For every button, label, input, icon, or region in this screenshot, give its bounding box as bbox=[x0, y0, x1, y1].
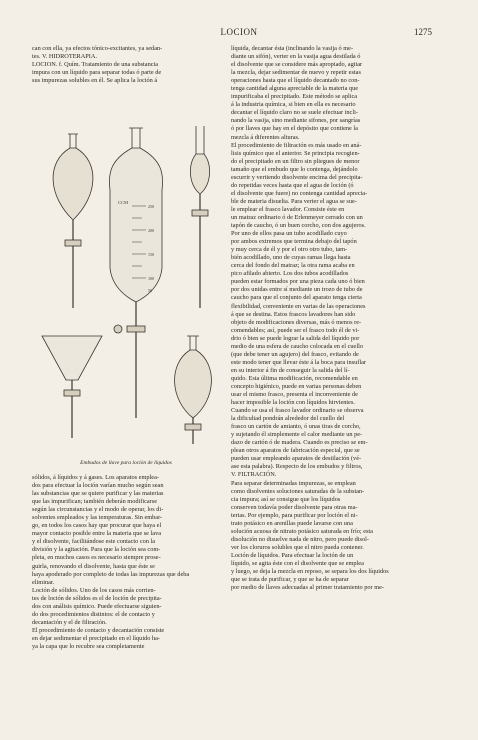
text-line: mayor contacto posible entre la materia que se lava bbox=[32, 530, 162, 538]
funnel-2-volume-label: CCM bbox=[118, 200, 129, 205]
text-line: quido. Esta última modificación, recomendable en bbox=[231, 374, 358, 382]
text-line: ya la capa que lo recubre sea completamente bbox=[32, 642, 145, 650]
text-line: diante un sifón), verter en la vasija agua destilada ó bbox=[231, 53, 361, 61]
text-line: decantación y el de filtración. bbox=[32, 618, 107, 626]
text-line: can con ella, ya efectos tónico-excitantes, ya sedan- bbox=[32, 45, 163, 52]
text-line: do el precipitado en un filtro sin pliegues de menor bbox=[231, 157, 360, 165]
text-line: nando la vasija, sino mediante sifones, por sangrías bbox=[231, 117, 361, 125]
text-line: ó por llaves que hay en el depósito que contiene la bbox=[231, 125, 358, 133]
text-line: y luego, se deja la mezcla en reposo, se separa los dos líquidos bbox=[231, 568, 389, 576]
text-line: el disolvente que fuere) no contenga cantidad aprecia- bbox=[231, 189, 368, 197]
funnel-2-tap-handle bbox=[114, 325, 122, 333]
text-line: haya apoderado por completo de todas las impurezas que deba bbox=[32, 570, 190, 578]
text-line: un matraz ordinario ó de Erlenmeyer cerrado con un bbox=[231, 213, 363, 221]
text-line: tamaño que el embudo que lo contenga, dejándolo bbox=[231, 165, 358, 173]
text-line: sólidos, á líquidos y á gases. Los aparatos emplea- bbox=[32, 474, 159, 481]
text-line: lisis químico que el anterior. Se principia recogien- bbox=[231, 149, 360, 157]
text-line: do dos procedimientos distintos: el de contacto y bbox=[32, 610, 155, 618]
text-line: según las circunstancias y el modo de operar, los di- bbox=[32, 506, 164, 514]
funnel-3-stopcock bbox=[192, 210, 208, 216]
text-line: drio ó bien se puede lograr la salida del líquido por bbox=[231, 334, 360, 342]
text-line: por ambos extremos que termina debajo del tapón bbox=[231, 238, 357, 246]
text-line: solución acuosa de nitrato potásico saturada en frío; esta bbox=[231, 527, 373, 535]
page-number: 1275 bbox=[414, 27, 432, 37]
left-column-top bbox=[32, 45, 220, 85]
text-line: dos para efectuar la loción varían mucho según sean bbox=[32, 482, 164, 490]
text-line: medio de una esfera de caucho colocada en el cuello bbox=[231, 342, 363, 350]
text-line: tenga cantidad alguna apreciable de la materia que bbox=[231, 85, 359, 93]
text-line: mezcla á diferentes alturas. bbox=[231, 133, 300, 141]
text-line: y el disolvente, facilitándose este contacto con la bbox=[32, 538, 156, 546]
text-line: operaciones hasta que el líquido decantado no con- bbox=[231, 77, 360, 85]
text-line: impurificaba el precipitado. Este método se aplica bbox=[231, 93, 358, 101]
text-line: dos con análisis químico. Puede efectuarse siguien- bbox=[32, 602, 162, 610]
right-column bbox=[231, 45, 445, 592]
text-line: conserven todavía poder disolvente para otras ma- bbox=[231, 503, 358, 511]
text-line: usar el mismo frasco, presenta el inconveniente de bbox=[231, 391, 358, 399]
text-line: ver los cloruros solubles que el nitro pueda contener. bbox=[231, 543, 364, 551]
text-line: pico afilado abierto. Los dos tubos acodillados bbox=[231, 270, 349, 278]
text-line: tes de loción de sólidos es el de loción de precipita- bbox=[32, 594, 162, 602]
funnel-5-body bbox=[175, 350, 212, 418]
text-line: líquida, decantar ésta (inclinando la vasija ó me- bbox=[231, 45, 354, 52]
text-line: Por uno de ellos pasa un tubo acodillado cuyo bbox=[231, 230, 347, 238]
figure-caption: Embudos de llave para loción de líquidos bbox=[80, 460, 172, 466]
scale-mark: 250 bbox=[148, 204, 154, 209]
text-line: como disolventes soluciones saturadas de la substan- bbox=[231, 487, 365, 495]
text-line: comendables; así, puede ser el frasco todo él de vi- bbox=[231, 326, 360, 334]
text-line: tes. V. HIDROTERAPIA. bbox=[32, 53, 98, 61]
text-line: V. FILTRACIÓN. bbox=[231, 471, 277, 479]
scale-mark: 100 bbox=[148, 276, 154, 281]
text-line: frasco un cartón de amianto, ó unas tiras de corcho, bbox=[231, 423, 361, 431]
text-line: objeto de modificaciones diversas, más ó menos re- bbox=[231, 318, 362, 326]
text-line: El procedimiento de contacto y decantación consiste bbox=[32, 626, 165, 634]
text-line: solventes empleados y las temperaturas. Sin embar- bbox=[32, 514, 163, 522]
scale-mark: 50 bbox=[148, 288, 152, 293]
text-line: este modo tener que llevar éste á la boca para insuflar bbox=[231, 358, 366, 366]
funnel-5-neck bbox=[187, 336, 199, 350]
text-line: ble de materia disuelta. Para verter el agua se sue- bbox=[231, 197, 357, 205]
text-line: pueden estar formados por una pieza cada uno ó bien bbox=[231, 278, 365, 286]
text-line: ase esta palabra). Respecto de los embudos y filtros, bbox=[231, 463, 363, 471]
text-line: decantar el líquido claro no se suele efectuar incli- bbox=[231, 109, 358, 117]
text-line: escurrir y vertiendo disolvente encima del precipita- bbox=[231, 173, 363, 181]
text-line: disolución no disuelve nada de nitro, pero puede disol- bbox=[231, 535, 369, 543]
text-line: en dejar sedimentar el precipitado en el líquido ha- bbox=[32, 634, 160, 642]
text-line: Cuando se usa el frasco lavador ordinario se observa bbox=[231, 407, 364, 415]
text-line: hacer imposible la loción con líquidos hirvientes. bbox=[231, 399, 355, 407]
text-line: concepto higiénico, puede en varias personas deben bbox=[231, 382, 362, 390]
text-line: guirla, renovando el disolvente, hasta que éste se bbox=[32, 562, 155, 570]
text-line: el disolvente que se considere más apropiado, agitar bbox=[231, 61, 363, 69]
text-line: flexibilidad, conveniente en varias de las operaciones bbox=[231, 302, 366, 310]
text-line: Para separar determinadas impurezas, se emplean bbox=[231, 479, 356, 487]
scale-mark: 200 bbox=[148, 228, 154, 233]
running-header bbox=[0, 27, 478, 39]
text-line: go, en todos los casos hay que procurar que haya el bbox=[32, 522, 162, 530]
text-line: Loción de sólidos. Uno de los casos más corrien- bbox=[32, 586, 156, 594]
funnel-4-stopcock bbox=[64, 390, 80, 396]
text-line: la mezcla, dejar sedimentar de nuevo y repetir estas bbox=[231, 69, 361, 77]
text-line: El procedimiento de filtración es más usado en aná- bbox=[231, 141, 362, 149]
funnel-2-body bbox=[109, 148, 162, 302]
funnel-1-stopcock bbox=[65, 240, 81, 246]
text-line: sus impurezas solubles en él. Se aplica la loción á bbox=[32, 77, 158, 85]
text-line: caucho para que el conjunto del aparato tenga cierta bbox=[231, 294, 362, 302]
text-line: y sujetando él simplemente el calor mediante un pe- bbox=[231, 431, 363, 439]
text-line: impura con un líquido para separar todas ó parte de bbox=[32, 69, 162, 77]
text-line: cerca del fondo del matraz; la otra rama acaba en bbox=[231, 262, 355, 270]
funnel-1-body bbox=[53, 148, 93, 220]
scale-mark: 150 bbox=[148, 252, 154, 257]
text-line: plean otros aparatos de fabricación especial, que se bbox=[231, 447, 360, 455]
text-line: á que se destina. Estos frascos lavadores han sido bbox=[231, 310, 356, 318]
text-line: y muy cerca de él y por el otro otro tubo, tam- bbox=[231, 246, 348, 254]
text-line: líquido, se agita éste con el disolvente que se emplea bbox=[231, 560, 364, 567]
text-line: que las impurifican; también deberán modificarse bbox=[32, 498, 158, 506]
text-line: la dificultad pondrán alrededor del cuello del bbox=[231, 415, 345, 423]
figure-separatory-funnels bbox=[32, 118, 220, 458]
text-line: tapón de caucho, ó un buen corcho, con dos agujeros. bbox=[231, 222, 366, 230]
text-line: bién acodillado, uno de cuyas ramas llega hasta bbox=[231, 254, 351, 262]
funnel-4-cone bbox=[42, 336, 102, 380]
funnel-5-stopcock bbox=[185, 424, 201, 430]
text-line: en su interior á fin de conseguir la salida del lí- bbox=[231, 366, 350, 374]
text-line: Loción de líquidos. Para efectuar la loción de un bbox=[231, 551, 354, 559]
text-line: dazo de cartón ó de madera. Cuando es preciso se em- bbox=[231, 439, 368, 447]
text-line: que se trata de purificar, y que se ha de separar bbox=[231, 576, 349, 584]
text-line: LOCION. f. Quím. Tratamiento de una substancia bbox=[32, 61, 159, 69]
funnel-1-neck bbox=[68, 134, 78, 148]
text-line: á la industria química, si bien en ella es necesario bbox=[231, 101, 356, 109]
text-line: división y la agitación. Para que la loción sea com- bbox=[32, 546, 161, 554]
left-column-bottom bbox=[32, 474, 220, 651]
funnels-illustration bbox=[32, 118, 220, 458]
text-line: las substancias que se quiere purificar y las materias bbox=[32, 490, 164, 498]
text-line: eliminar. bbox=[32, 578, 55, 586]
text-line: pleta, en muchos casos es necesario siempre prose- bbox=[32, 554, 161, 562]
text-line: (que debe tener un agujero) del frasco, evitando de bbox=[231, 350, 359, 358]
running-title: LOCION bbox=[220, 27, 258, 37]
text-line: le emplear el frasco lavador. Consiste éste en bbox=[231, 205, 345, 213]
text-line: trato potásico en arenillas puede lavarse con una bbox=[231, 519, 353, 527]
funnel-3-neck bbox=[196, 126, 204, 154]
funnel-2-neck bbox=[129, 128, 143, 148]
funnel-2-stopcock bbox=[127, 326, 145, 332]
funnel-3-bulb bbox=[190, 154, 209, 194]
text-line: terias. Por ejemplo, para purificar por loción el ni- bbox=[231, 511, 358, 519]
text-line: do repetidas veces hasta que el agua de loción (ó bbox=[231, 181, 354, 189]
text-line: por dos unidas entre sí mediante un trozo de tubo de bbox=[231, 286, 363, 294]
text-line: cia impura; así se consigue que los líquidos bbox=[231, 495, 341, 503]
text-line: pueden usar empleando aparatos de destilación (vé- bbox=[231, 455, 362, 463]
text-line: por medio de llaves adecuadas al primer tratamiento por me- bbox=[231, 584, 384, 592]
